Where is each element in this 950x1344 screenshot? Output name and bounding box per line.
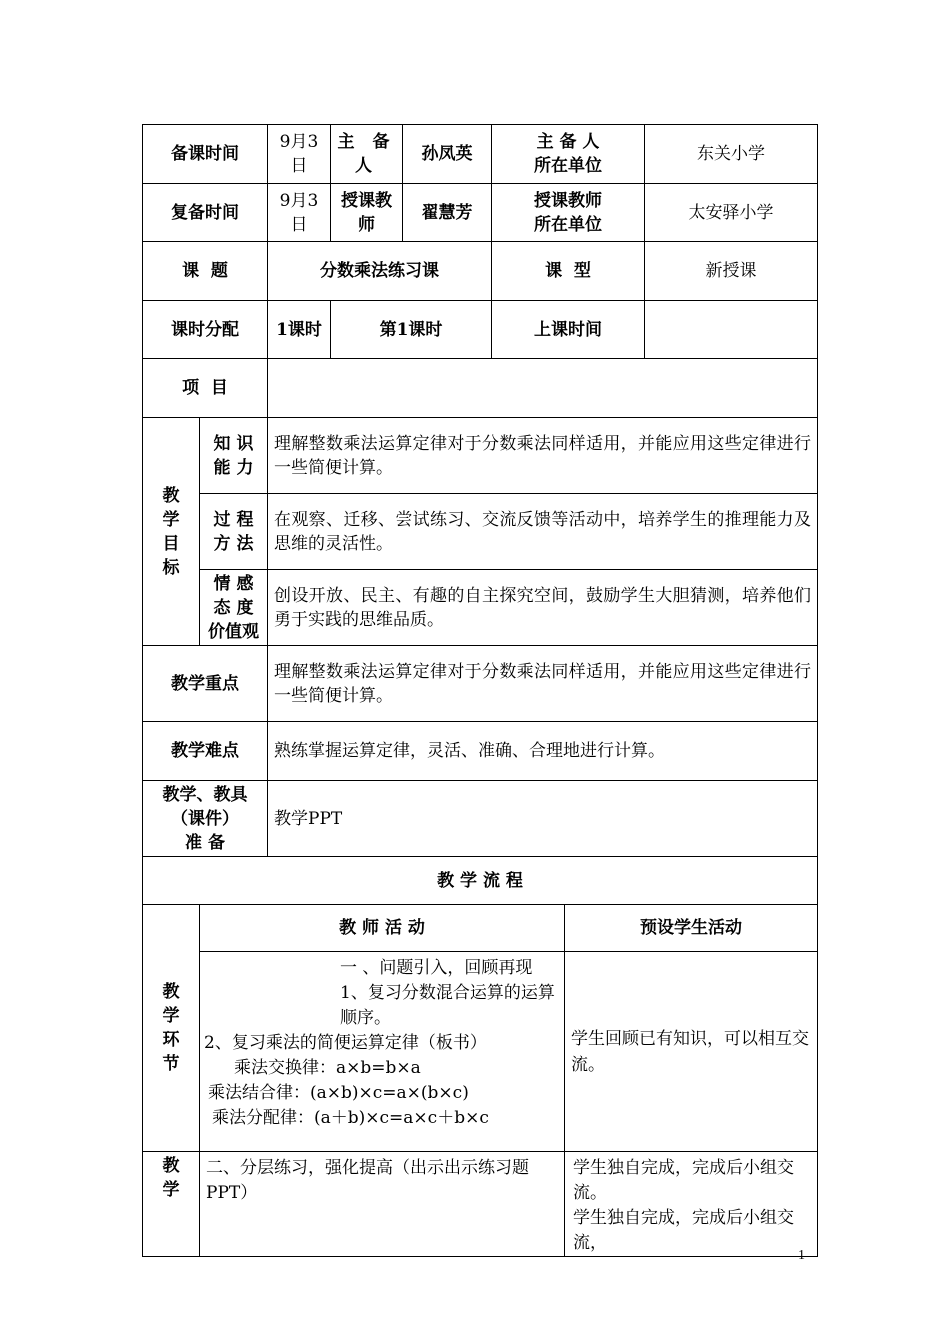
main-preparer-value: 孙凤英	[403, 125, 492, 184]
flow-title: 教 学 流 程	[143, 857, 818, 905]
process-text: 在观察、迁移、尝试练习、交流反馈等活动中，培养学生的推理能力及思维的灵活性。	[268, 494, 818, 570]
student-activity-line-2: 学生独自完成，完成后小组交流，	[573, 1208, 794, 1253]
topic-value: 分数乘法练习课	[268, 242, 492, 301]
student-activity-text: 学生回顾已有知识，可以相互交流。	[565, 952, 818, 1152]
topic-label: 课 题	[143, 242, 268, 301]
item-value	[268, 359, 818, 418]
course-type-value: 新授课	[645, 242, 818, 301]
hours-label: 课时分配	[143, 301, 268, 359]
prep-time-label: 备课时间	[143, 125, 268, 184]
knowledge-label: 知 识 能 力	[200, 418, 268, 494]
main-preparer-label: 主 备 人	[331, 125, 403, 184]
student-activity-line-1: 学生独自完成，完成后小组交流。	[573, 1158, 794, 1203]
period-value: 第1课时	[331, 301, 492, 359]
teacher-activity-text-2: 二、分层练习，强化提高（出示出示练习题PPT）	[200, 1152, 565, 1257]
main-preparer-unit-value: 东关小学	[645, 125, 818, 184]
teacher-line-3: 2、复习乘法的简便运算定律（板书）	[204, 1033, 487, 1053]
flow-section-label: 教 学 环 节	[143, 905, 200, 1152]
teacher-activity-header: 教 师 活 动	[200, 905, 565, 952]
teacher-line-5: 乘法结合律：(a×b)×c=a×(b×c)	[208, 1083, 469, 1103]
page-number: 1	[798, 1248, 805, 1263]
teacher-line-1: 一 、问题引入，回顾再现	[340, 958, 533, 978]
main-preparer-unit-label: 主 备 人 所在单位	[492, 125, 645, 184]
teacher-activity-cell	[200, 952, 565, 1152]
prep-time-value: 9月3日	[268, 125, 331, 184]
teacher-value: 翟慧芳	[403, 184, 492, 242]
key-points-text: 理解整数乘法运算定律对于分数乘法同样适用，并能应用这些定律进行一些简便计算。	[268, 646, 818, 722]
difficulties-label: 教学难点	[143, 722, 268, 781]
emotion-label: 情 感 态 度 价值观	[200, 570, 268, 646]
teacher-label: 授课教师	[331, 184, 403, 242]
course-type-label: 课 型	[492, 242, 645, 301]
class-time-label: 上课时间	[492, 301, 645, 359]
process-label: 过 程 方 法	[200, 494, 268, 570]
hours-value: 1课时	[268, 301, 331, 359]
review-time-label: 复备时间	[143, 184, 268, 242]
teacher-unit-label: 授课教师 所在单位	[492, 184, 645, 242]
difficulties-text: 熟练掌握运算定律，灵活、准确、合理地进行计算。	[268, 722, 818, 781]
flow-section-label-2: 教 学	[143, 1152, 200, 1257]
materials-label: 教学、教具 （课件） 准 备	[143, 781, 268, 857]
lesson-plan-table	[142, 124, 818, 1257]
review-time-value: 9月3日	[268, 184, 331, 242]
student-activity-header: 预设学生活动	[565, 905, 818, 952]
goals-label: 教 学 目 标	[143, 418, 200, 646]
item-label: 项 目	[143, 359, 268, 418]
key-points-label: 教学重点	[143, 646, 268, 722]
emotion-text: 创设开放、民主、有趣的自主探究空间，鼓励学生大胆猜测，培养他们勇于实践的思维品质。	[268, 570, 818, 646]
teacher-line-6: 乘法分配律：(a＋b)×c=a×c＋b×c	[212, 1108, 489, 1128]
teacher-line-4: 乘法交换律：a×b=b×a	[234, 1058, 421, 1078]
class-time-value	[645, 301, 818, 359]
student-activity-cell-2	[565, 1152, 818, 1257]
teacher-unit-value: 太安驿小学	[645, 184, 818, 242]
knowledge-text: 理解整数乘法运算定律对于分数乘法同样适用，并能应用这些定律进行一些简便计算。	[268, 418, 818, 494]
teacher-line-2: 1、复习分数混合运算的运算顺序。	[340, 983, 555, 1028]
materials-text: 教学PPT	[268, 781, 818, 857]
